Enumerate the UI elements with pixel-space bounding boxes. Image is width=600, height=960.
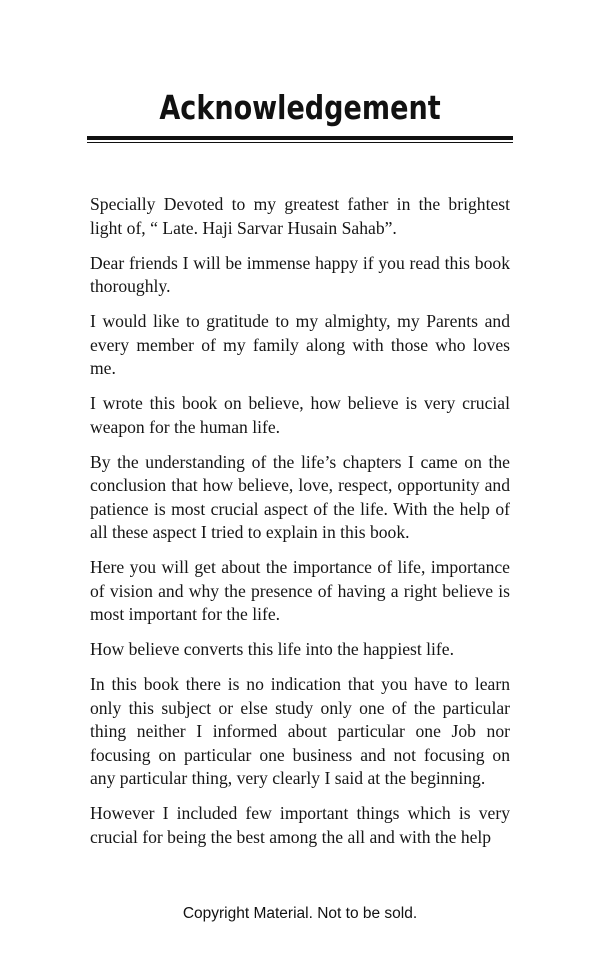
paragraph: I would like to gratitude to my almighty, my Parents and every member of my family along with those who loves me. (90, 311, 510, 378)
copyright-footer: Copyright Material. Not to be sold. (182, 905, 418, 922)
paragraph: Here you will get about the importance of life, importance of vision and why the presence of having a right believe is most important for the life. (90, 557, 510, 624)
paragraph: Specially Devoted to my greatest father in the brightest light of, “ Late. Haji Sarvar Husain Sahab”. (90, 194, 510, 238)
paragraph: By the understanding of the life’s chapters I came on the conclusion that how believe, love, respect, opportunity and patience is most crucial aspect of the life. With the help of all these aspect I tried to explain in this book. (90, 451, 510, 542)
paragraph: I wrote this book on believe, how believe is very crucial weapon for the human life. (90, 393, 510, 437)
paragraph: In this book there is no indication that you have to learn only this subject or else study only one of the particular thing neither I informed about particular one Job nor focusing on particular one business and not focusing on any particular thing, very clearly I said at the beginning. (90, 674, 510, 788)
paragraph-truncated: However I included few important things which is very crucial for being the best among the all and with the help (90, 803, 510, 847)
page-title: Acknowledgement (159, 88, 441, 127)
title-underline-thin (87, 142, 513, 143)
acknowledgement-body (90, 193, 510, 861)
paragraph: How believe converts this life into the happiest life. (90, 639, 454, 659)
title-underline-thick (87, 136, 513, 140)
paragraph: Dear friends I will be immense happy if you read this book thoroughly. (90, 252, 510, 296)
